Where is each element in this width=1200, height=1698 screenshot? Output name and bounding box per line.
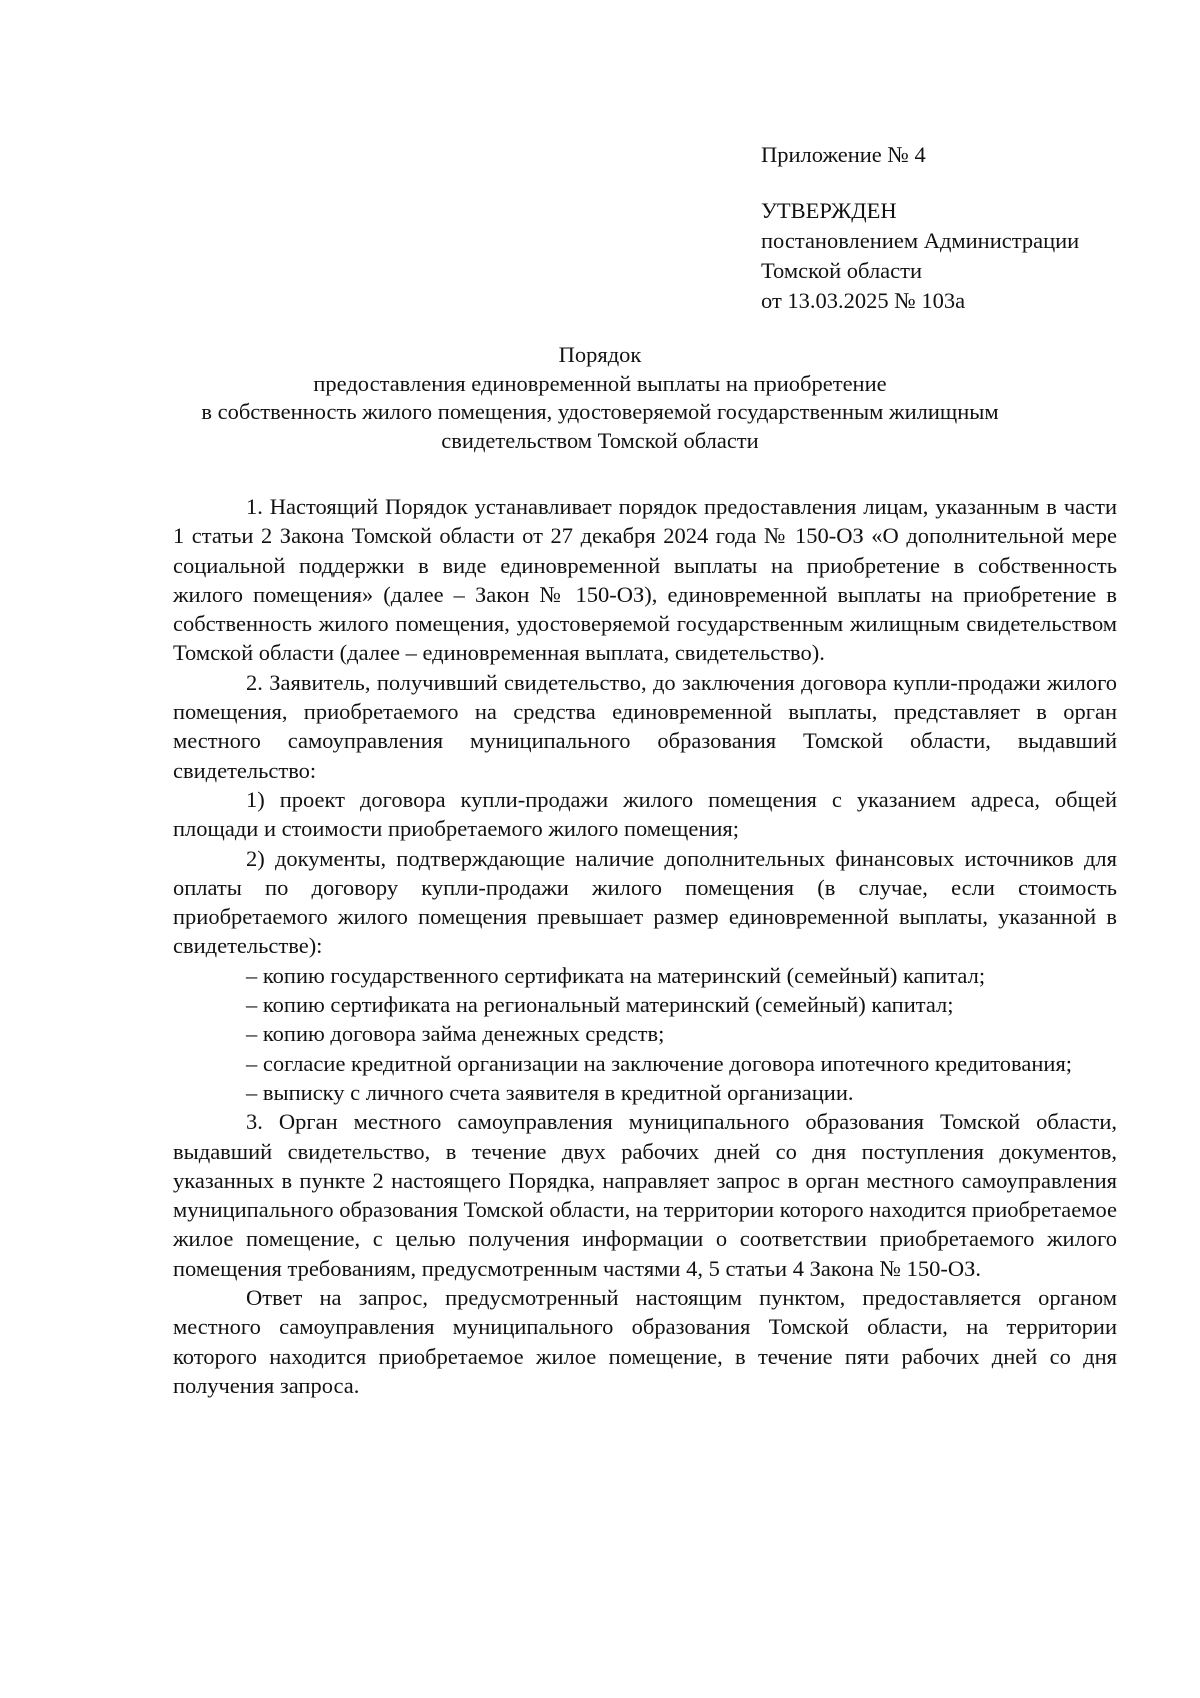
- approved-heading: УТВЕРЖДЕН: [761, 198, 897, 223]
- list-item-regional-capital: – копию сертификата на региональный материнский (семейный) капитал;: [246, 992, 954, 1018]
- document-title: [100, 341, 1100, 455]
- title-line-1: Порядок: [558, 342, 642, 367]
- approval-line-3: от 13.03.2025 № 103а: [761, 288, 966, 313]
- list-item-maternity-capital: – копию государственного сертификата на материнский (семейный) капитал;: [246, 962, 986, 988]
- paragraph-2: 2. Заявитель, получивший свидетельство, до заключения договора купли-продажи жилого помещения, приобретаемого на средства единовременной выплаты, представляет в орган местного самоуправления муниципального образования Томской области, выдавший свидетельство:: [173, 669, 1117, 783]
- list-item-loan-agreement: – копию договора займа денежных средств;: [246, 1021, 665, 1047]
- paragraph-1: 1. Настоящий Порядок устанавливает порядок предоставления лицам, указанным в части 1 статьи 2 Закона Томской области от 27 декабря 2024 года № 150-ОЗ «О дополнительной мере социальной поддержки в виде единовременной выплаты на приобретение в собственность жилого помещения» (далее – Закон № 150-ОЗ), единовременной выплаты на приобретение в собственность жилого помещения, удостоверяемой государственным жилищным свидетельством Томской области (далее – единовременная выплата, свидетельство).: [173, 494, 1117, 666]
- title-line-2: предоставления единовременной выплаты на приобретение: [313, 370, 887, 396]
- title-line-4: свидетельством Томской области: [441, 427, 759, 453]
- list-item-account-statement: – выписку с личного счета заявителя в кредитной организации.: [246, 1079, 854, 1105]
- appendix-label: Приложение № 4: [761, 142, 926, 167]
- paragraph-2-item-1: 1) проект договора купли-продажи жилого помещения с указанием адреса, общей площади и стоимости приобретаемого жилого помещения;: [173, 786, 1117, 842]
- paragraph-3-response: Ответ на запрос, предусмотренный настоящим пунктом, предоставляется органом местного самоуправления муниципального образования Томской области, на территории которого находится приобретаемое жилое помещение, в течение пяти рабочих дней со дня получения запроса.: [173, 1285, 1117, 1398]
- paragraph-3: 3. Орган местного самоуправления муниципального образования Томской области, выдавший свидетельство, в течение двух рабочих дней со дня поступления документов, указанных в пункте 2 настоящего Порядка, направляет запрос в орган местного самоуправления муниципального образования Томской области, на территории которого находится приобретаемое жилое помещение, с целью получения информации о соответствии приобретаемого жилого помещения требованиям, предусмотренным частями 4, 5 статьи 4 Закона № 150-ОЗ.: [173, 1109, 1117, 1281]
- approval-line-2: Томской области: [761, 258, 923, 283]
- document-body: [173, 492, 1117, 1400]
- title-line-3: в собственность жилого помещения, удостоверяемой государственным жилищным: [201, 399, 999, 424]
- list-item-credit-consent: – согласие кредитной организации на заключение договора ипотечного кредитования;: [246, 1050, 1073, 1076]
- approval-block: [761, 140, 1181, 316]
- approval-line-1: постановлением Администрации: [761, 228, 1080, 253]
- paragraph-2-item-2: 2) документы, подтверждающие наличие дополнительных финансовых источников для оплаты по договору купли-продажи жилого помещения (в случае, если стоимость приобретаемого жилого помещения превышает размер единовременной выплаты, указанной в свидетельстве):: [173, 845, 1117, 959]
